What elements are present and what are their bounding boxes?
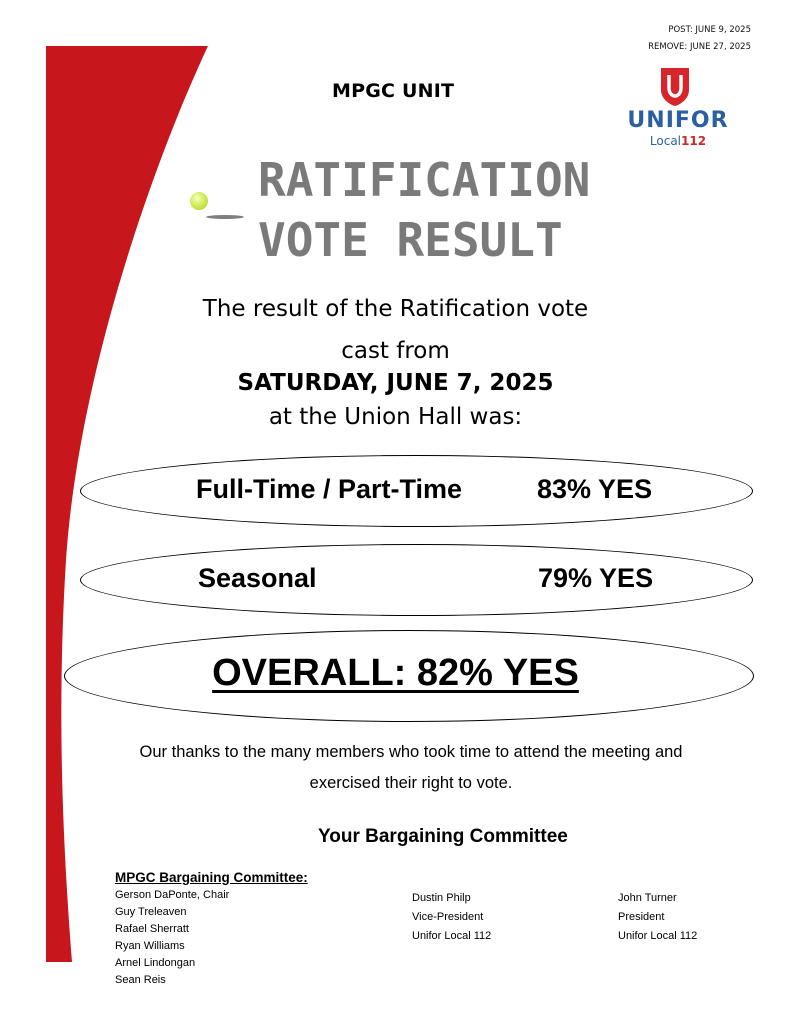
signer-org: Unifor Local 112 bbox=[618, 930, 698, 942]
headline bbox=[258, 150, 590, 270]
seasonal-label: Seasonal bbox=[198, 563, 317, 593]
committee-member: Rafael Sherratt bbox=[115, 923, 189, 935]
committee-member: Arnel Lindongan bbox=[115, 957, 196, 969]
unifor-shield-icon bbox=[659, 66, 691, 106]
vote-date: SATURDAY, JUNE 7, 2025 bbox=[237, 370, 554, 396]
post-date: POST: JUNE 9, 2025 bbox=[668, 25, 751, 35]
committee-member: Guy Treleaven bbox=[115, 906, 187, 918]
local-number: 112 bbox=[681, 134, 707, 148]
headline-line-2: VOTE RESULT bbox=[258, 213, 563, 267]
unit-title: MPGC UNIT bbox=[332, 80, 455, 102]
signer-vice-president bbox=[412, 889, 491, 946]
committee-member: Gerson DaPonte, Chair bbox=[115, 889, 230, 901]
posting-dates bbox=[648, 22, 751, 56]
local-label bbox=[626, 134, 730, 148]
headline-line-1: RATIFICATION bbox=[258, 153, 591, 207]
thanks-message bbox=[0, 737, 791, 799]
overall-result: OVERALL: 82% YES bbox=[212, 652, 579, 694]
local-word: Local bbox=[649, 134, 682, 148]
unifor-logo bbox=[626, 66, 730, 152]
intro-line-1: The result of the Ratification vote bbox=[202, 296, 589, 322]
signer-title: Vice-President bbox=[412, 911, 484, 923]
committee-member: Sean Reis bbox=[115, 974, 166, 986]
committee-signature: Your Bargaining Committee bbox=[318, 826, 568, 847]
fulltime-label: Full-Time / Part-Time bbox=[196, 474, 463, 504]
committee-heading: MPGC Bargaining Committee: bbox=[115, 870, 308, 885]
signer-title: President bbox=[618, 911, 665, 923]
intro-line-2: cast from bbox=[341, 338, 450, 364]
committee-member: Ryan Williams bbox=[115, 940, 185, 952]
remove-date: REMOVE: JUNE 27, 2025 bbox=[648, 42, 751, 52]
seasonal-value: 79% YES bbox=[538, 563, 654, 593]
signer-president bbox=[618, 889, 697, 946]
thanks-line-2: exercised their right to vote. bbox=[309, 774, 513, 792]
ball-shadow bbox=[206, 215, 244, 219]
tennis-ball-icon bbox=[190, 192, 208, 210]
signer-org: Unifor Local 112 bbox=[412, 930, 492, 942]
unifor-wordmark: UNIFOR bbox=[627, 108, 729, 133]
fulltime-value: 83% YES bbox=[537, 474, 653, 504]
intro-line-4: at the Union Hall was: bbox=[268, 404, 523, 430]
signer-name: Dustin Philp bbox=[412, 892, 471, 904]
thanks-line-1: Our thanks to the many members who took time to attend the meeting and bbox=[139, 743, 683, 761]
signer-name: John Turner bbox=[618, 892, 677, 904]
committee-members bbox=[115, 887, 229, 989]
